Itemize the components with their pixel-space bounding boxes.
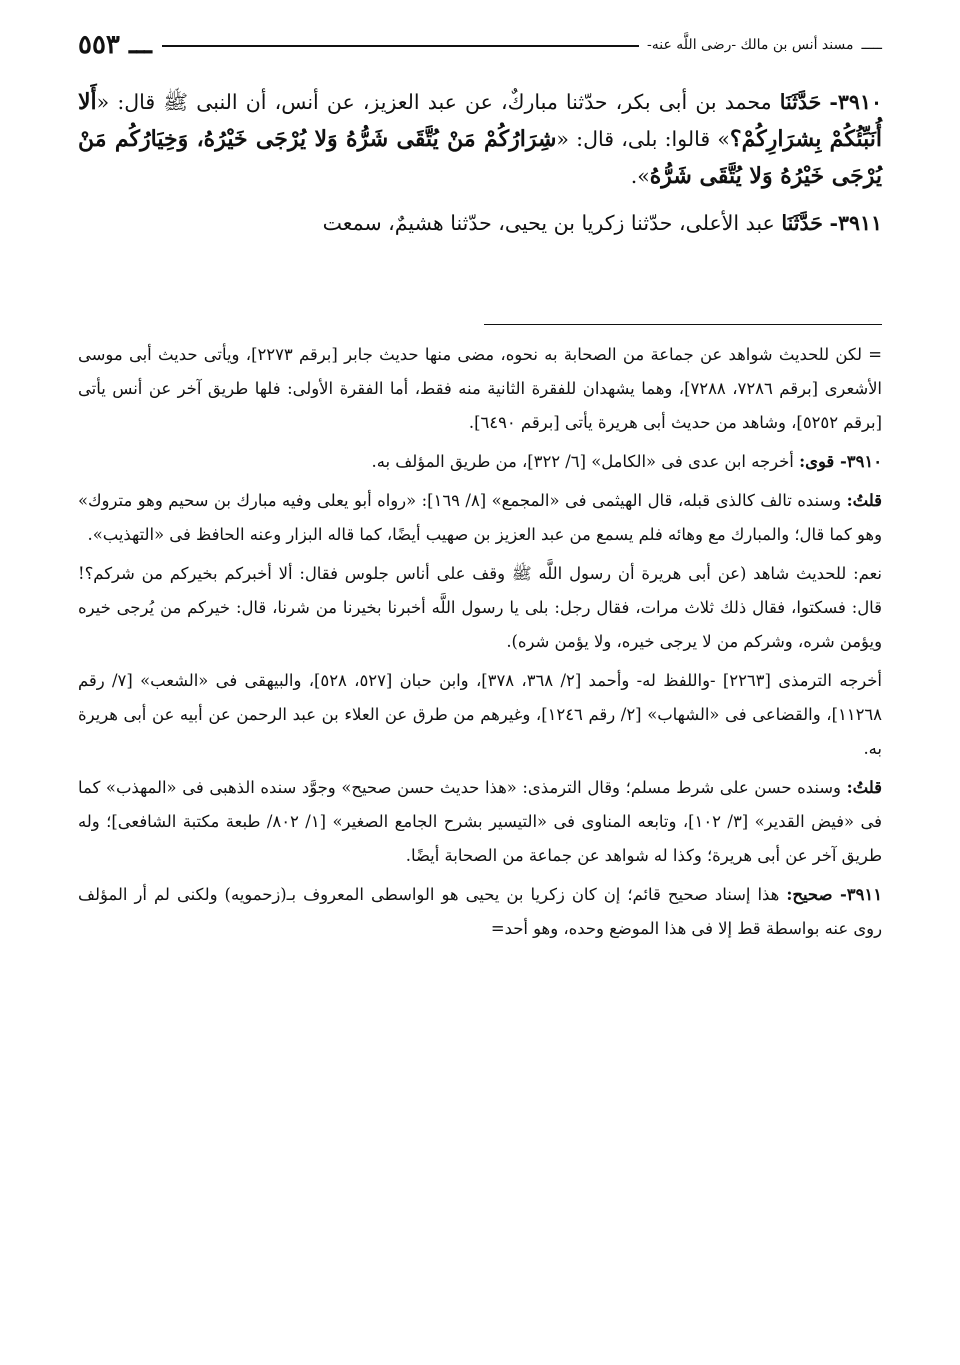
hadith-3910: [78, 84, 882, 195]
hadith-number: ٣٩١١-: [829, 211, 882, 235]
footnote-continuation: [78, 338, 882, 440]
hadith-3911: [78, 205, 882, 242]
footnote-text: وسنده حسن على شرط مسلم؛ وقال الترمذى: «هذا حديث حسن صحيح» وجوَّد سنده الذهبى فى «المهذب» كما فى «فيض القدير» [٣/ ١٠٢]، وتابعه المناوى فى «التيسير بشرح الجامع الصغير» [١/ ٨٠٢/ طبعة مكتبة الشافعى]؛ وله طريق آخر عن أبى هريرة؛ وكذا له شواهد عن جماعة من الصحابة أيضًا.: [78, 778, 882, 865]
closing-text: ».: [630, 164, 650, 188]
isnad-text: » قالوا: بلى، قال: «: [556, 127, 730, 151]
header-rule: [162, 45, 639, 47]
running-title: مسند أنس بن مالك -رضى اللَّه عنه-: [647, 37, 854, 53]
matn-quote: شِرَارُكُمْ مَنْ يُتَّقَى شَرُّهُ وَلا يُرْجَى خَيْرُهُ، وَخِيَارُكُم مَنْ يُرْجَى خَيْرُهُ وَلا يُتَّقَى شَرُّهُ: [78, 126, 882, 189]
matn-quote: أَلا أُنَبِّئُكُمْ بِشرَارِكُمْ؟: [78, 89, 882, 152]
footnote-3910: [78, 445, 882, 479]
page-header: [78, 28, 882, 62]
footnote-label: ٣٩١٠- قوى:: [799, 452, 882, 471]
footnote-label: قلتُ:: [846, 778, 882, 797]
footnote-label: قلتُ:: [846, 491, 883, 510]
footnote-text: أخرجه ابن عدى فى «الكامل» [٦/ ٣٢٢]، من طريق المؤلف به.: [371, 452, 794, 471]
footnote-text: وسنده تالف كالذى قبله، قال الهيثمى فى «المجمع» [٨/ ١٦٩]: «رواه أبو يعلى وفيه مبارك بن سحيم وهو متروك» وهو كما قال؛ والمبارك مع وهائه فلم يسمع من عبد العزيز بن صهيب أيضًا، كما قاله البزار وعنه الحافظ فى «التهذيب».: [78, 491, 882, 544]
hadith-number: ٣٩١٠-: [829, 90, 882, 114]
haddathana-word: حَدَّثَنَا: [779, 90, 822, 114]
footnote-naam: [78, 557, 882, 659]
footnotes: [78, 338, 882, 951]
footnote-label: ٣٩١١- صحيح:: [786, 885, 882, 904]
footnote-3911: [78, 878, 882, 946]
isnad-text: عبد الأعلى، حدّثنا زكريا بن يحيى، حدّثنا هشيمٌ، سمعت: [322, 211, 775, 235]
main-text: [78, 84, 882, 252]
footnote-text: هذا إسناد صحيح قائم؛ إن كان زكريا بن يحيى هو الواسطى المعروف بـ(زحمويه) ولكنى لم أر المؤلف روى عنه بواسطة قط إلا فى هذا الموضع وحده، وهو أحد=: [78, 885, 882, 938]
footnote-text: = لكن للحديث شواهد عن جماعة من الصحابة به نحوه، مضى منها حديث جابر [برقم ٢٢٧٣]، ويأتى حديث أبى موسى الأشعرى [برقم ٧٢٨٦، ٧٢٨٨]، وهما يشهدان للفقرة الثانية منه فقط، أما الفقرة الأولى: فلها طريق آخر عن أنس يأتى [برقم ٥٢٥٢]، وشاهد من حديث أبى هريرة يأتى [برقم ٦٤٩٠].: [78, 345, 882, 432]
footnote-qultu-1: [78, 484, 882, 552]
haddathana-word: حَدَّثَنَا: [781, 211, 823, 235]
footnote-takhrij: [78, 664, 882, 766]
footnote-divider: [484, 324, 882, 325]
footnote-text: نعم: للحديث شاهد (عن أبى هريرة أن رسول اللَّه ﷺ وقف على أناس جلوس فقال: ألا أخبركم بخيركم من شركم؟! قال: فسكتوا، فقال ذلك ثلاث مرات، فقال رجل: بلى يا رسول اللَّه أخبرنا بخيرنا من شرنا، قال: خيركم من يُرجى خيره ويؤمن شره، وشركم من لا يرجى خيره، ولا يؤمن شره).: [78, 564, 882, 651]
page-number: ـــ ٥٥٣: [78, 30, 152, 60]
header-dash: ـــــ: [861, 37, 882, 53]
isnad-text: محمد بن أبى بكر، حدّثنا مباركٌ، عن عبد العزيز، عن أنس، أن النبى ﷺ قال: «: [96, 90, 772, 114]
footnote-qultu-2: [78, 771, 882, 873]
footnote-text: أخرجه الترمذى [٢٢٦٣] -واللفظ له- وأحمد [٢/ ٣٦٨، ٣٧٨]، وابن حبان [٥٢٧، ٥٢٨]، والبيهقى فى «الشعب» [٧/ رقم ١١٢٦٨]، والقضاعى فى «الشهاب» [٢/ رقم ١٢٤٦]، وغيرهم من طرق عن العلاء بن عبد الرحمن عن أبيه عن أبى هريرة به.: [78, 671, 882, 758]
